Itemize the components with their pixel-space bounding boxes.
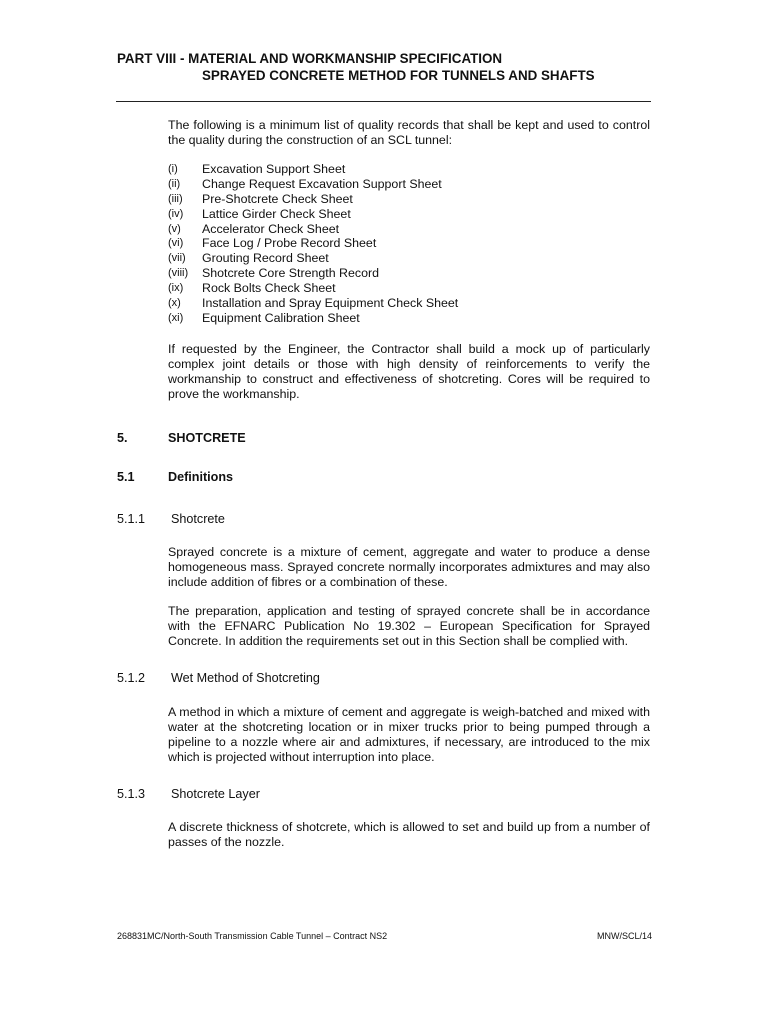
list-item-number: (vi) — [168, 237, 184, 250]
list-item-number: (ix) — [168, 282, 184, 295]
list-item-number: (iii) — [168, 192, 183, 205]
list-item-text: Installation and Spray Equipment Check Sheet — [202, 296, 459, 311]
section-title: Shotcrete — [171, 512, 225, 526]
list-item-text: Pre-Shotcrete Check Sheet — [202, 191, 353, 206]
shotcrete-layer-paragraph: A discrete thickness of shotcrete, which is allowed to set and build up from a number of passes of the nozzle. — [168, 820, 650, 849]
list-item-text: Excavation Support Sheet — [202, 162, 346, 176]
wet-method-paragraph: A method in which a mixture of cement and aggregate is weigh-batched and mixed with water at the shotcreting location or in mixer trucks prior to being pumped through a pipeline to a nozzle where air and admixtures, if necessary, are introduced to the mix which is projected without interruption into place. — [168, 705, 650, 764]
list-item-number: (iv) — [168, 207, 184, 220]
header-divider — [116, 101, 651, 102]
list-item-text: Grouting Record Sheet — [202, 251, 329, 266]
list-item-number: (viii) — [168, 267, 189, 280]
list-item-number: (vii) — [168, 252, 186, 265]
list-item-text: Change Request Excavation Support Sheet — [202, 176, 442, 191]
section-number: 5.1.1 — [117, 512, 146, 526]
section-number: 5. — [117, 431, 128, 445]
list-item-text: Lattice Girder Check Sheet — [202, 206, 351, 221]
list-item — [168, 266, 650, 281]
footer-document-ref: 268831MC/North-South Transmission Cable Tunnel – Contract NS2 — [117, 931, 388, 941]
list-item — [168, 296, 650, 311]
list-item-text: Equipment Calibration Sheet — [202, 310, 360, 325]
list-item-number: (v) — [168, 222, 181, 235]
list-item-number: (i) — [168, 163, 178, 175]
list-item-number: (x) — [168, 297, 181, 310]
list-item — [168, 222, 650, 237]
list-item — [168, 311, 650, 326]
intro-paragraph: The following is a minimum list of quality records that shall be kept and used to control the quality during the construction of an SCL tunnel: — [168, 118, 650, 147]
list-item — [168, 281, 650, 296]
section-title: Shotcrete Layer — [171, 787, 260, 801]
shotcrete-definition-paragraph: Sprayed concrete is a mixture of cement, aggregate and water to produce a dense homogeneous mass. Sprayed concrete normally incorporates admixtures and may also include addition of fibres or a combination of these. — [168, 545, 650, 589]
section-title: Definitions — [168, 470, 234, 484]
list-item-text: Accelerator Check Sheet — [202, 221, 340, 236]
list-item-text: Shotcrete Core Strength Record — [202, 266, 380, 281]
preparation-paragraph: The preparation, application and testing of sprayed concrete shall be in accordance with the EFNARC Publication No 19.302 – European Specification for Sprayed Concrete. In addition the requirements set out in this Section shall be complied with. — [168, 604, 650, 648]
list-item — [168, 236, 650, 251]
header-title: PART VIII - MATERIAL AND WORKMANSHIP SPECIFICATION — [117, 51, 503, 66]
list-item-text: Rock Bolts Check Sheet — [202, 281, 336, 296]
list-item — [168, 251, 650, 266]
mockup-paragraph: If requested by the Engineer, the Contractor shall build a mock up of particularly complex joint details or those with high density of reinforcements to verify the workmanship to construct and effectiveness of shotcreting. Cores will be required to prove the workmanship. — [168, 342, 650, 401]
list-item — [168, 192, 650, 207]
page-header — [117, 50, 657, 84]
list-item-number: (xi) — [168, 311, 184, 324]
quality-records-list — [168, 162, 650, 326]
list-item — [168, 162, 650, 177]
section-title: Wet Method of Shotcreting — [171, 671, 320, 685]
list-item-number: (ii) — [168, 177, 181, 190]
list-item — [168, 177, 650, 192]
list-item — [168, 207, 650, 222]
section-number: 5.1 — [117, 470, 135, 484]
list-item-text: Face Log / Probe Record Sheet — [202, 236, 377, 251]
header-subtitle: SPRAYED CONCRETE METHOD FOR TUNNELS AND SHAFTS — [202, 68, 595, 83]
section-title: SHOTCRETE — [168, 431, 246, 445]
footer-page-ref: MNW/SCL/14 — [596, 931, 652, 941]
section-number: 5.1.2 — [117, 671, 146, 685]
section-number: 5.1.3 — [117, 787, 146, 801]
